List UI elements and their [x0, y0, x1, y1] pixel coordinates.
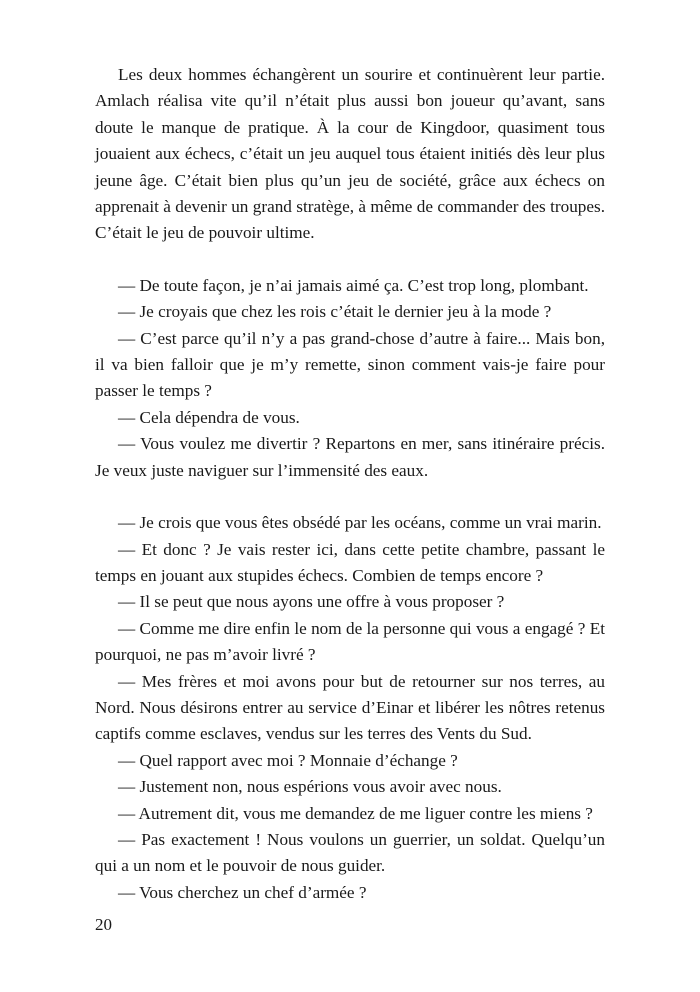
- dialogue-line: — Vous cherchez un chef d’armée ?: [118, 882, 367, 902]
- dialogue-line: — Je croyais que chez les rois c’était le dernier jeu à la mode ?: [118, 302, 552, 322]
- dialogue-line: — C’est parce qu’il n’y a pas grand-chose d’autre à faire... Mais bon, il va bien falloir que je m’y remette, sinon comment vais-je faire pour passer le temps ?: [95, 328, 605, 401]
- dialogue-line: — Je crois que vous êtes obsédé par les océans, comme un vrai marin.: [118, 513, 602, 533]
- paragraph: Les deux hommes échangèrent un sourire et continuèrent leur partie. Amlach réalisa vite qu’il n’était plus aussi bon joueur qu’avant, sans doute le manque de pratique. À la cour de Kingdoor, quasiment tous jouaient aux échecs, c’était un jeu auquel tous étaient initiés dès leur plus jeune âge. C’était bien plus qu’un jeu de société, grâce aux échecs on apprenait à devenir un grand stratège, à même de commander des troupes. C’était le jeu de pouvoir ultime.: [95, 65, 605, 243]
- dialogue-line: — Autrement dit, vous me demandez de me liguer contre les miens ?: [118, 803, 593, 823]
- scene-break: [95, 484, 605, 510]
- dialogue-line: — Comme me dire enfin le nom de la personne qui vous a engagé ? Et pourquoi, ne pas m’avoir livré ?: [95, 618, 605, 665]
- dialogue-line: — Quel rapport avec moi ? Monnaie d’échange ?: [118, 750, 458, 770]
- dialogue-line: — Pas exactement ! Nous voulons un guerrier, un soldat. Quelqu’un qui a un nom et le pouvoir de nous guider.: [95, 829, 605, 876]
- dialogue-line: — Et donc ? Je vais rester ici, dans cette petite chambre, passant le temps en jouant aux stupides échecs. Combien de temps encore ?: [95, 539, 605, 585]
- dialogue-line: — Justement non, nous espérions vous avoir avec nous.: [118, 777, 502, 797]
- dialogue-line: — De toute façon, je n’ai jamais aimé ça. C’est trop long, plombant.: [118, 275, 589, 295]
- page-number: 20: [95, 915, 112, 934]
- dialogue-line: — Cela dépendra de vous.: [118, 407, 300, 427]
- page-body: [95, 62, 605, 906]
- dialogue-line: — Il se peut que nous ayons une offre à vous proposer ?: [118, 592, 505, 612]
- scene-break: [95, 247, 605, 273]
- dialogue-line: — Vous voulez me divertir ? Repartons en mer, sans itinéraire précis. Je veux juste naviguer sur l’immensité des eaux.: [95, 434, 605, 480]
- dialogue-line: — Mes frères et moi avons pour but de retourner sur nos terres, au Nord. Nous désirons entrer au service d’Einar et libérer les nôtres retenus captifs comme esclaves, vendus sur les terres des Vents du Sud.: [95, 671, 605, 744]
